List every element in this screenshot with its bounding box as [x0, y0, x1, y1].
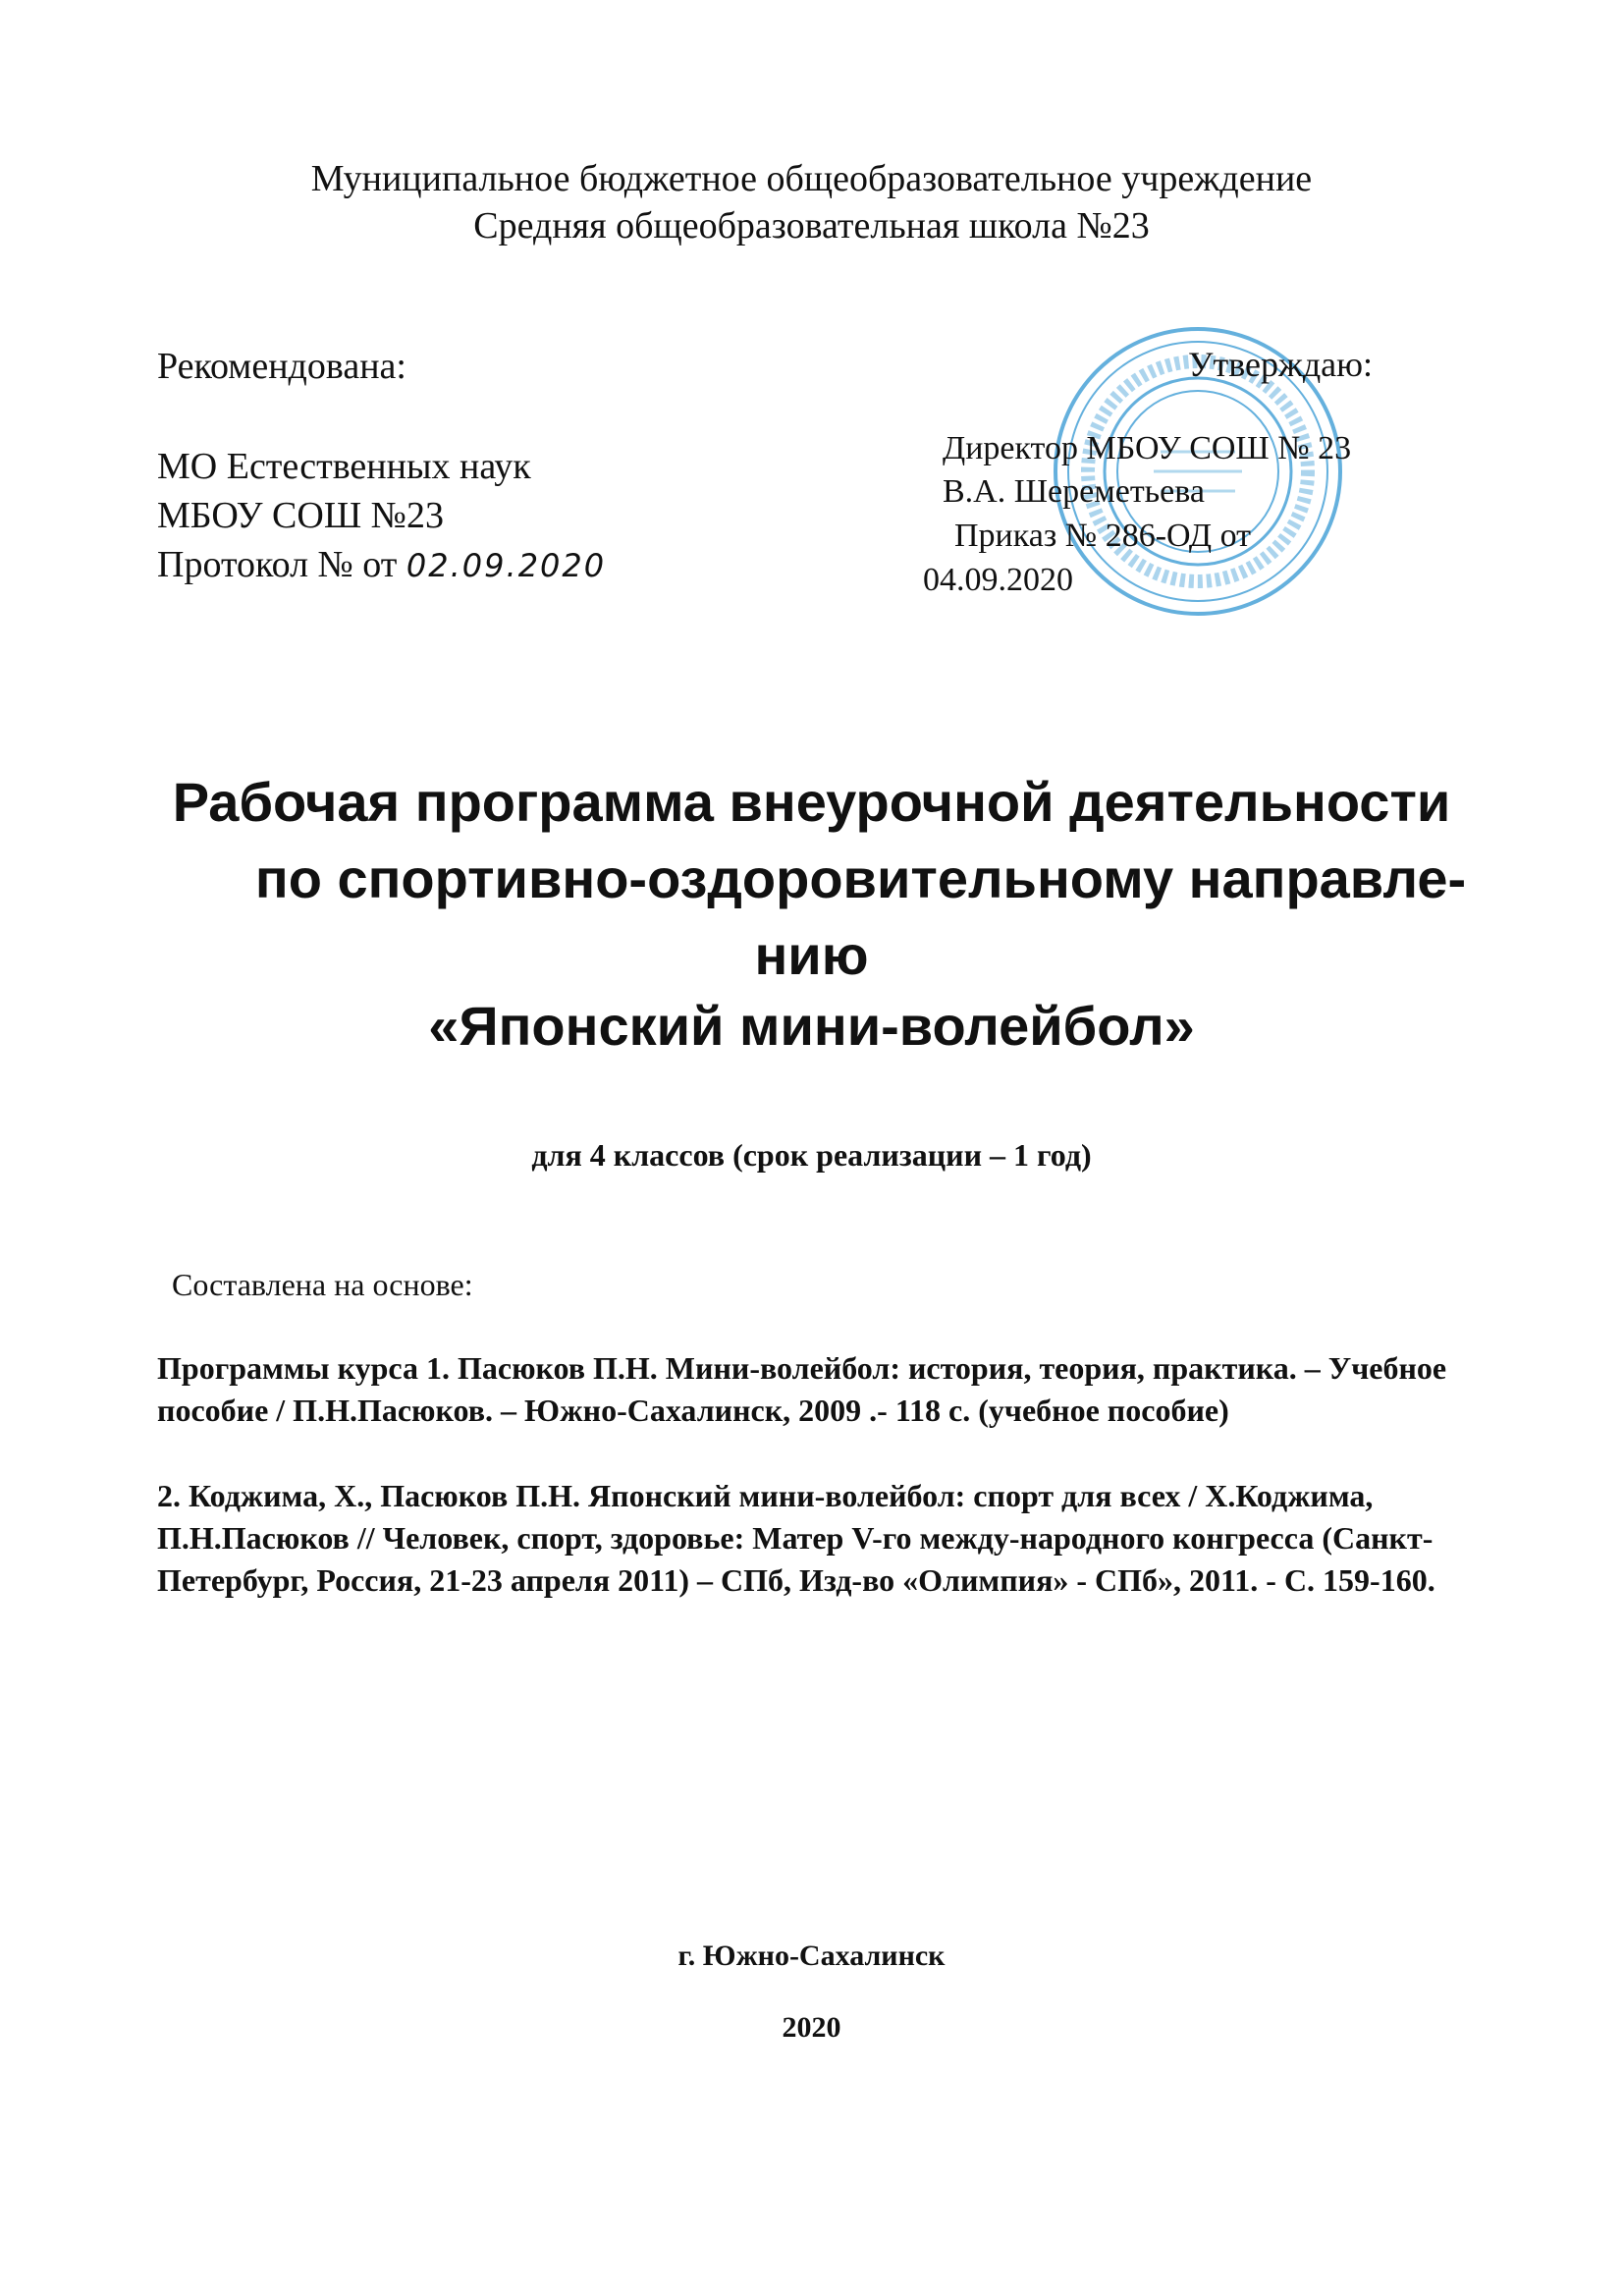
- program-subtitle: для 4 классов (срок реализации – 1 год): [531, 1137, 1092, 1173]
- recommended-school: МБОУ СОШ №23: [157, 495, 444, 536]
- recommended-org: МО Естественных наук: [157, 446, 531, 487]
- institution-name-line2: Средняя общеобразовательная школа №23: [473, 205, 1150, 246]
- reference-item: 2. Коджима, Х., Пасюков П.Н. Японский мини-волейбол: спорт для всех / Х.Коджима, П.Н.Пасюков // Человек, спорт, здоровье: Матер V-го между-народного конгресса (Санкт-Петербург, Россия, 21-23 апреля 2011) – СПб, Изд-во «Олимпия» - СПб», 2011. - С. 159-160.: [157, 1478, 1435, 1598]
- footer-city: г. Южно-Сахалинск: [677, 1940, 946, 1972]
- institution-name-line1: Муниципальное бюджетное общеобразовательное учреждение: [310, 158, 1313, 199]
- recommended-protocol: [157, 540, 606, 590]
- program-title-line1: Рабочая программа внеурочной деятельности: [172, 771, 1451, 833]
- protocol-date-handwritten: 02.09.2020: [406, 547, 607, 584]
- program-title-line4: «Японский мини-волейбол»: [428, 995, 1195, 1057]
- approved-position: Директор МБОУ СОШ № 23: [943, 430, 1352, 466]
- program-title-line2: по спортивно-оздоровительному направле-: [254, 847, 1467, 909]
- recommended-label: Рекомендована:: [157, 346, 406, 387]
- basis-label: Составлена на основе:: [172, 1267, 473, 1302]
- approved-date: 04.09.2020: [923, 562, 1073, 598]
- approved-label: Утверждаю:: [1188, 345, 1374, 384]
- program-title-line3: нию: [754, 924, 869, 986]
- protocol-label: Протокол № от: [157, 544, 398, 585]
- reference-item: Программы курса 1. Пасюков П.Н. Мини-волейбол: история, теория, практика. – Учебное пособие / П.Н.Пасюков. – Южно-Сахалинск, 2009 .- 118 с. (учебное пособие): [157, 1350, 1447, 1428]
- footer-year: 2020: [782, 2011, 841, 2044]
- approved-order: Приказ № 286-ОД от: [954, 518, 1251, 554]
- approved-director-name: В.А. Шереметьева: [943, 473, 1205, 510]
